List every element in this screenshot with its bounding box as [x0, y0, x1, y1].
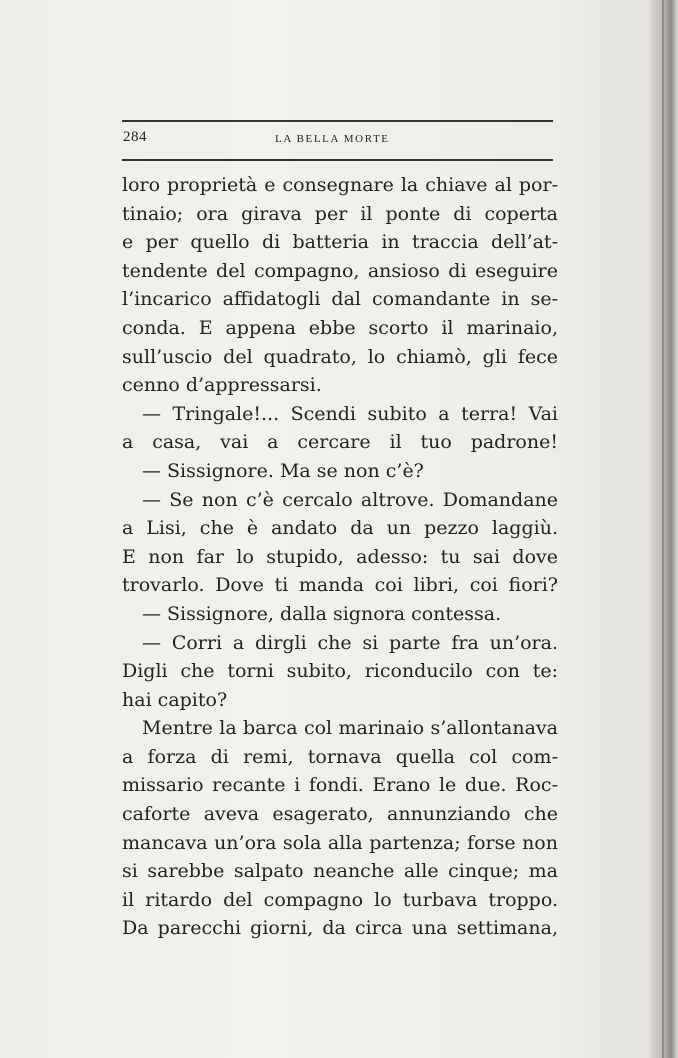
- body-text: [122, 171, 558, 943]
- text-line: il ritardo del compagno lo turbava troppo.: [122, 888, 558, 911]
- text-line: a forza di remi, tornava quella col com-: [122, 745, 558, 768]
- text-line: — Sissignore. Ma se non c’è?: [142, 459, 424, 482]
- page-number: 284: [123, 129, 147, 145]
- text-line: — Sissignore, dalla signora contessa.: [142, 602, 502, 625]
- text-line: Digli che torni subito, riconducilo con te:: [122, 660, 558, 683]
- text-line: loro proprietà e consegnare la chiave al por-: [122, 174, 558, 196]
- text-line: cenno d’appressarsi.: [122, 374, 322, 397]
- header-rule-bottom: [122, 159, 553, 161]
- text-line: mancava un’ora sola alla partenza; forse non: [122, 831, 558, 854]
- text-line: conda. E appena ebbe scorto il marinaio,: [122, 316, 558, 339]
- running-title: LA BELLA MORTE: [275, 133, 390, 145]
- page-edge-line: [662, 0, 664, 1058]
- text-line: sull’uscio del quadrato, lo chiamò, gli fece: [122, 345, 558, 368]
- text-line: a Lisi, che è andato da un pezzo laggiù.: [122, 517, 558, 540]
- text-line: E non far lo stupido, adesso: tu sai dove: [122, 545, 558, 568]
- text-line: caforte aveva esagerato, annunziando che: [122, 803, 558, 826]
- text-line: — Tringale!... Scendi subito a terra! Vai: [142, 402, 558, 425]
- text-line: hai capito?: [122, 688, 228, 711]
- text-line: Da parecchi giorni, da circa una settimana,: [122, 917, 558, 940]
- page-edge: [650, 0, 678, 1058]
- header-rule-top: [122, 120, 553, 122]
- text-line: tinaio; ora girava per il ponte di coperta: [122, 202, 558, 225]
- text-line: missario recante i fondi. Erano le due. Roc-: [122, 774, 558, 797]
- text-line: — Se non c’è cercalo altrove. Domandane: [142, 488, 558, 511]
- text-line: — Corri a dirgli che si parte fra un’ora.: [142, 631, 558, 654]
- text-line: e per quello di batteria in traccia dell’at-: [122, 231, 558, 254]
- text-line: a casa, vai a cercare il tuo padrone!: [122, 431, 558, 454]
- text-line: si sarebbe salpato neanche alle cinque; ma: [122, 860, 558, 883]
- text-line: tendente del compagno, ansioso di eseguire: [122, 259, 558, 282]
- text-line: trovarlo. Dove ti manda coi libri, coi fiori?: [122, 574, 558, 597]
- text-line: l’incarico affidatogli dal comandante in se-: [122, 288, 558, 311]
- text-line: Mentre la barca col marinaio s’allontanava: [142, 717, 558, 740]
